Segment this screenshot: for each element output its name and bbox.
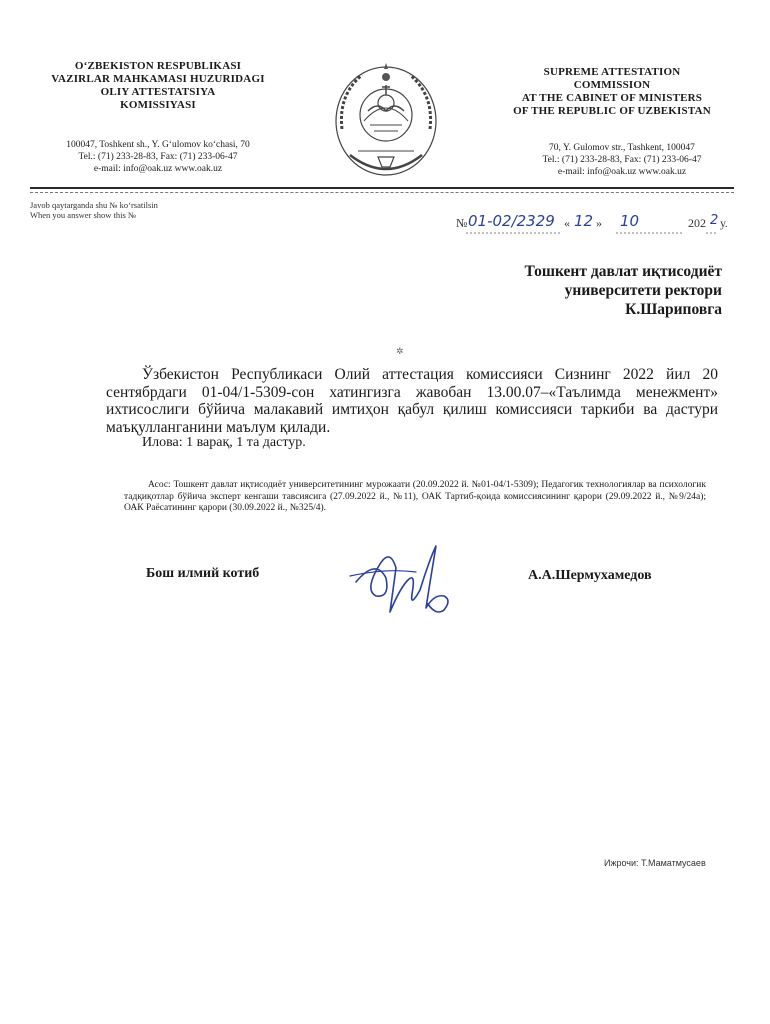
- reply-note-line: Javob qaytarganda shu № ko‘rsatilsin: [30, 200, 158, 210]
- org-line: OF THE REPUBLIC OF UZBEKISTAN: [513, 105, 711, 117]
- reply-note: [30, 200, 158, 220]
- org-line: VAZIRLAR MAHKAMASI HUZURIDAGI: [51, 73, 265, 85]
- executor-note: Ижрочи: Т.Маматмусаев: [604, 858, 706, 868]
- reply-note-line: When you answer show this №: [30, 210, 137, 220]
- contact-uzbek: [30, 139, 286, 175]
- attachment-note: Илова: 1 варақ, 1 та дастур.: [142, 435, 306, 450]
- contact-english: [512, 142, 732, 178]
- date-underline: [466, 230, 730, 236]
- org-line: AT THE CABINET OF MINISTERS: [521, 92, 703, 104]
- addressee-line: университети ректори: [564, 282, 722, 299]
- header-divider: [30, 187, 734, 189]
- org-name-english: [494, 66, 730, 118]
- state-emblem-icon: [328, 55, 444, 183]
- org-name-uzbek: [24, 60, 292, 112]
- handwritten-year-digit: 2: [710, 213, 719, 228]
- contact-line: Tel.: (71) 233-28-83, Fax: (71) 233-06-47: [78, 152, 238, 162]
- year-prefix: 202: [688, 216, 706, 230]
- scan-speck: ✲: [396, 346, 404, 356]
- basis-note: Асос: Тошкент давлат иқтисодиёт университетининг мурожаати (20.09.2022 й. №01-04/1-5309); Педагогик технологиялар ва психологик тадқиқотлар бўйича эксперт кенгаши тавсиясига (27.09.2022 й., №11), ОАК Тартиб-қоида комиссиясининг қарори (29.09.2022 й., №9/24а); ОАК Раёсатининг қарори (30.09.2022 й., №325/4).: [124, 480, 706, 513]
- handwritten-number: 01-02/2329: [468, 212, 555, 230]
- handwritten-month: 10: [620, 212, 640, 230]
- header-divider-dashed: [30, 192, 734, 193]
- org-line: O‘ZBEKISTON RESPUBLIKASI: [74, 60, 242, 72]
- day-quote-open: «: [564, 216, 570, 230]
- contact-line: e-mail: info@oak.uz www.oak.uz: [93, 164, 223, 174]
- letter-body: Ўзбекистон Республикаси Олий аттестация комиссияси Сизнинг 2022 йил 20 сентябрдаги 01-04/1-5309-сон хатингизга жавобан 13.00.07–«Таълимда менежмент» ихтисослиги бўйича малакавий имтиҳон қабул қилиш комиссияси таркиби ва дастури маъқулланганини маълум қилади.: [106, 366, 718, 436]
- org-line: OLIY ATTESTATSIYA: [100, 86, 216, 98]
- handwritten-day: 12: [574, 212, 594, 230]
- org-line: COMMISSION: [573, 79, 651, 91]
- org-line: KOMISSIYASI: [120, 99, 196, 111]
- contact-line: e-mail: info@oak.uz www.oak.uz: [557, 167, 687, 177]
- handwritten-signature-icon: [346, 538, 464, 622]
- number-label: №: [456, 216, 468, 230]
- year-label: у.: [720, 216, 728, 230]
- addressee-line: Тошкент давлат иқтисодиёт: [524, 263, 722, 280]
- signatory-name: А.А.Шермухамедов: [528, 568, 652, 583]
- document-number-date: [456, 212, 736, 236]
- addressee-block: [525, 262, 722, 319]
- contact-line: 100047, Toshkent sh., Y. G‘ulomov ko‘chasi, 70: [66, 140, 250, 150]
- day-quote-close: »: [596, 216, 602, 230]
- contact-line: 70, Y. Gulomov str., Tashkent, 100047: [549, 143, 695, 153]
- signatory-title: Бош илмий котиб: [146, 566, 260, 581]
- org-line: SUPREME ATTESTATION: [543, 66, 681, 78]
- addressee-line: К.Шариповга: [625, 301, 722, 318]
- contact-line: Tel.: (71) 233-28-83, Fax: (71) 233-06-47: [542, 155, 702, 165]
